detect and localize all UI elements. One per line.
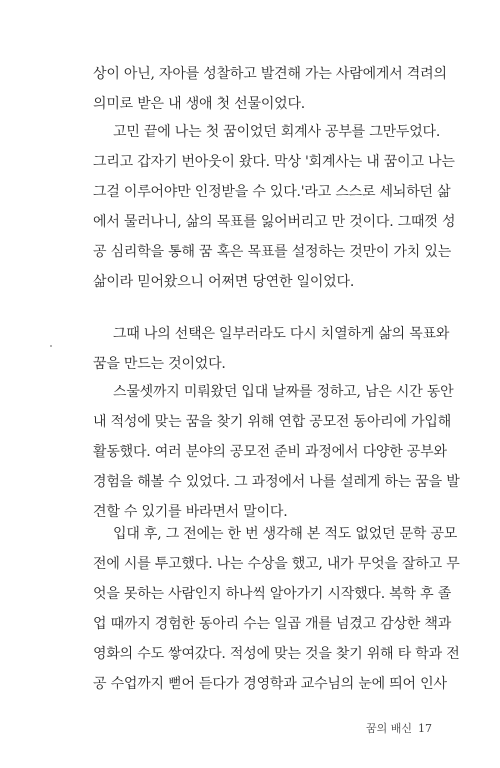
paragraph — [93, 526, 460, 706]
text-line: 견할 수 있기를 바라면서 말이다. — [93, 504, 288, 520]
paper-speck — [50, 345, 52, 347]
text-line: 그때 나의 선택은 일부러라도 다시 치열하게 삶의 목표와 — [113, 326, 450, 342]
text-line: 활동했다. 여러 분야의 공모전 준비 과정에서 다양한 공부와 — [93, 444, 447, 460]
text-line: 업 때까지 경험한 동아리 수는 일곱 개를 넘겼고 감상한 책과 — [93, 616, 452, 632]
text-line: 스물셋까지 미뤄왔던 입대 날짜를 정하고, 남은 시간 동안 — [113, 384, 454, 400]
page-number: 17 — [418, 722, 432, 735]
text-line: 그리고 갑자기 번아웃이 왔다. 막상 '회계사는 내 꿈이고 나는 — [93, 154, 455, 170]
text-line: 고민 끝에 나는 첫 꿈이었던 회계사 공부를 그만두었다. — [113, 124, 441, 140]
text-line: 엇을 못하는 사람인지 하나씩 알아가기 시작했다. 복학 후 졸 — [93, 586, 452, 602]
text-line: 입대 후, 그 전에는 한 번 생각해 본 적도 없었던 문학 공모 — [113, 526, 458, 542]
text-line: 공 수업까지 뻗어 듣다가 경영학과 교수님의 눈에 띄어 인사 — [93, 676, 447, 692]
text-line: 내 적성에 맞는 꿈을 찾기 위해 연합 공모전 동아리에 가입해 — [93, 414, 452, 430]
text-line: 전에 시를 투고했다. 나는 수상을 했고, 내가 무엇을 잘하고 무 — [93, 556, 460, 572]
text-line: 공 심리학을 통해 꿈 혹은 목표를 설정하는 것만이 가치 있는 — [93, 244, 452, 260]
text-line: 경험을 해볼 수 있었다. 그 과정에서 나를 설레게 하는 꿈을 발 — [93, 474, 460, 490]
text-line: 상이 아닌, 자아를 성찰하고 발견해 가는 사람에게서 격려의 — [93, 66, 447, 82]
paragraph — [93, 124, 456, 304]
paragraph — [93, 326, 450, 386]
text-line: 영화의 수도 쌓여갔다. 적성에 맞는 것을 찾기 위해 타 학과 전 — [93, 646, 460, 662]
page-footer — [366, 720, 432, 736]
text-line: 에서 물러나니, 삶의 목표를 잃어버리고 만 것이다. 그때껏 성 — [93, 214, 456, 230]
running-title: 꿈의 배신 — [365, 722, 412, 735]
text-line: 삶이라 믿어왔으니 어쩌면 당연한 일이었다. — [93, 274, 355, 290]
text-line: 의미로 받은 내 생애 첫 선물이었다. — [93, 96, 306, 112]
paragraph-continuation — [93, 66, 447, 126]
text-line: 꿈을 만드는 것이었다. — [93, 356, 226, 372]
text-line: 그걸 이루어야만 인정받을 수 있다.'라고 스스로 세뇌하던 삶 — [93, 184, 451, 200]
